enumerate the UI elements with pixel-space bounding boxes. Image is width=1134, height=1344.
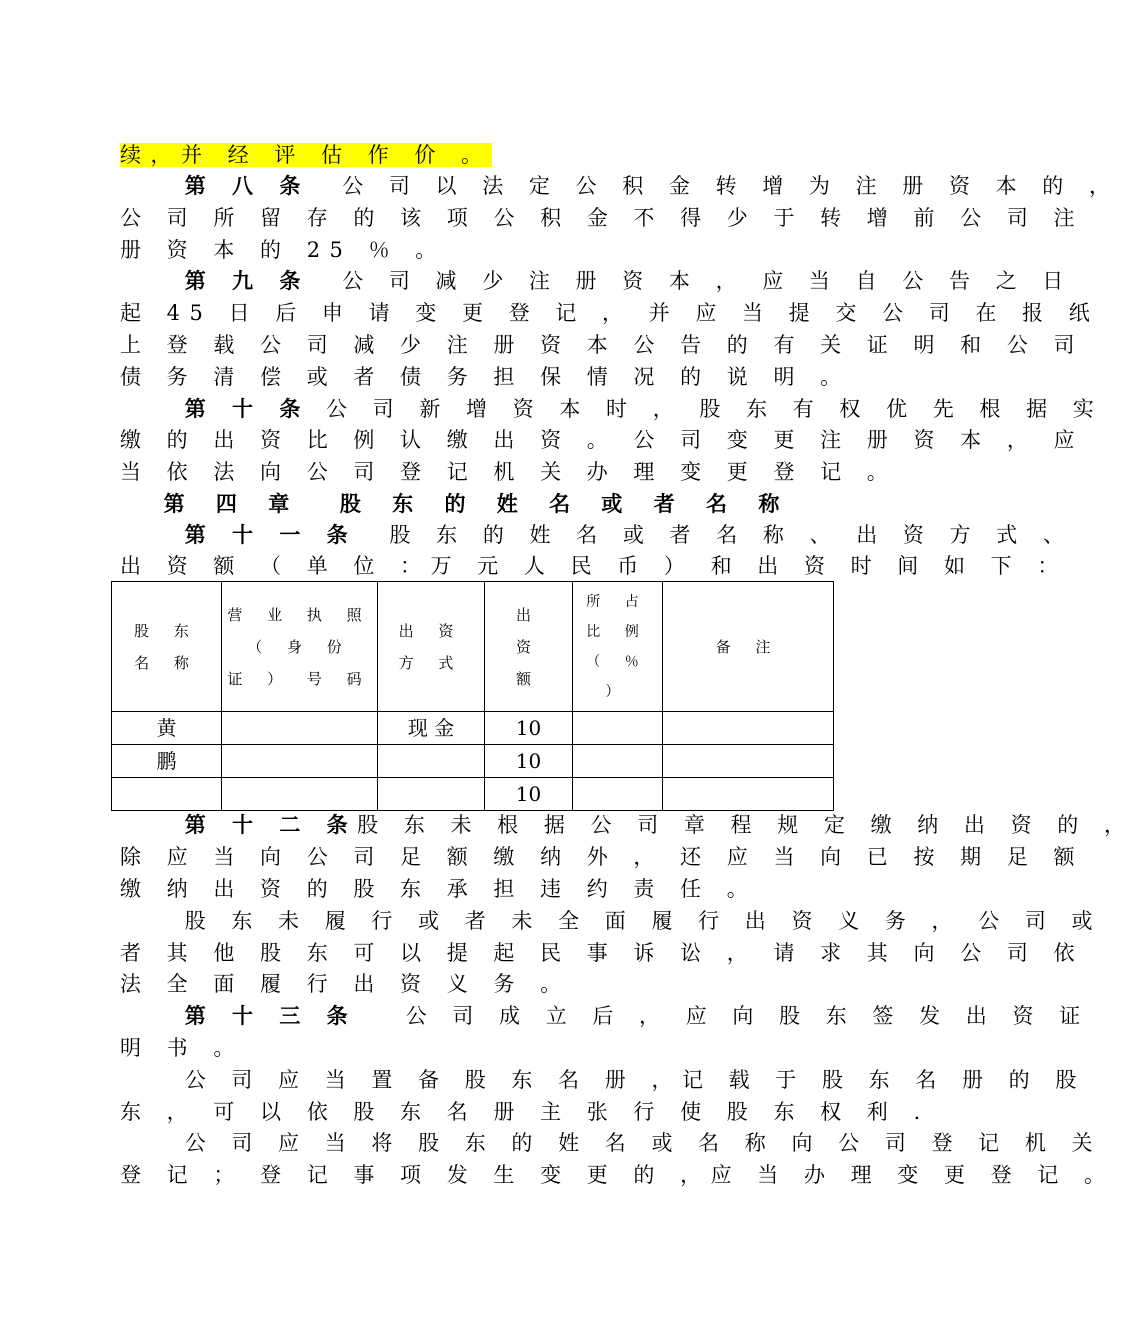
article-8-title: 第 八 条 [184,173,310,198]
cell-note [663,778,834,811]
article-12-line-2: 除 应 当 向 公 司 足 额 缴 纳 外 ， 还 应 当 向 已 按 期 足 额 [120,845,1085,869]
table-row [112,745,834,778]
article-10-line-2: 缴 的 出 资 比 例 认 缴 出 资 。 公 司 变 更 注 册 资 本 ， 应 [120,428,1085,452]
cell-note [663,745,834,778]
cell-ratio [573,778,663,811]
article-10-title: 第 十 条 [184,396,310,421]
article-11-text-1: 股 东 的 姓 名 或 者 名 称 、 出 资 方 式 、 [357,523,1074,547]
paragraph-2-line-2: 者 其 他 股 东 可 以 提 起 民 事 诉 讼 ， 请 求 其 向 公 司 依 [120,941,1085,965]
article-9-line-4: 债 务 清 偿 或 者 债 务 担 保 情 况 的 说 明 。 [120,365,851,389]
article-9-line-2: 起 45 日 后 申 请 变 更 登 记 ， 并 应 当 提 交 公 司 在 报 纸 [120,301,1100,325]
header-contribution-amount: 出 资 额 [485,582,573,712]
cell-name: 黄 [112,712,222,745]
cell-name: 鹏 [112,745,222,778]
header-license-number: 营 业 执 照 （ 身 份 证 ） 号 码 [222,582,378,712]
article-9-line-1 [120,265,1073,297]
paragraph-3-line-1: 公 司 应 当 置 备 股 东 名 册 ，记 载 于 股 东 名 册 的 股 [184,1068,1086,1092]
article-13-title: 第 十 三 条 [184,1003,358,1028]
article-11-line-1 [120,519,1074,551]
continued-line [120,139,835,171]
header-shareholder-name: 股 东 名 称 [112,582,222,712]
table-header-row [112,582,834,712]
highlighted-text: 续，并 经 评 估 作 价 。 [120,143,492,167]
cell-amount: 10 [485,778,573,811]
cell-ratio [573,712,663,745]
article-13-line-2: 明 书 。 [120,1036,244,1060]
article-9-title: 第 九 条 [184,268,310,293]
paragraph-4-line-2: 登 记 ； 登 记 事 项 发 生 变 更 的 ，应 当 办 理 变 更 登 记 。 [120,1163,1115,1187]
cell-note [663,712,834,745]
article-8-line-3: 册 资 本 的 25 ％ 。 [120,238,446,262]
article-10-text-1: 公 司 新 增 资 本 时 ， 股 东 有 权 优 先 根 据 实 [309,397,1104,421]
cell-name [112,778,222,811]
article-9-text-1: 公 司 减 少 注 册 资 本 ， 应 当 自 公 告 之 日 [309,269,1073,293]
article-8-line-1 [120,170,1120,202]
cell-method [378,745,485,778]
article-10-line-3: 当 依 法 向 公 司 登 记 机 关 办 理 变 更 登 记 。 [120,460,898,484]
shareholder-table [111,581,834,811]
article-12-line-1 [120,809,1134,841]
cell-method: 现 金 [378,712,485,745]
header-share-ratio: 所 占 比 例 （ ％ ） [573,582,663,712]
article-11-title: 第 十 一 条 [184,522,358,547]
article-10-line-1 [120,393,1104,425]
article-8-line-2: 公 司 所 留 存 的 该 项 公 积 金 不 得 少 于 转 增 前 公 司 注 [120,206,1085,230]
table-row [112,712,834,745]
cell-license [222,712,378,745]
cell-ratio [573,745,663,778]
article-12-title: 第 十 二 条 [184,812,358,837]
table-row [112,778,834,811]
cell-license [222,745,378,778]
paragraph-2-line-1: 股 东 未 履 行 或 者 未 全 面 履 行 出 资 义 务 ， 公 司 或 [184,909,1103,933]
header-note: 备 注 [663,582,834,712]
article-12-line-3: 缴 纳 出 资 的 股 东 承 担 违 约 责 任 。 [120,877,758,901]
paragraph-3-line-2: 东 ， 可 以 依 股 东 名 册 主 张 行 使 股 东 权 利 . [120,1100,930,1124]
article-8-text-1: 公 司 以 法 定 公 积 金 转 增 为 注 册 资 本 的 ， [309,174,1120,198]
article-12-text-1: 股 东 未 根 据 公 司 章 程 规 定 缴 纳 出 资 的 ， [357,813,1134,837]
paragraph-4-line-1: 公 司 应 当 将 股 东 的 姓 名 或 名 称 向 公 司 登 记 机 关 [184,1131,1103,1155]
cell-license [222,778,378,811]
article-11-line-2: 出 资 额 （ 单 位 ：万 元 人 民 币 ） 和 出 资 时 间 如 下 ： [120,554,1068,578]
cell-amount: 10 [485,712,573,745]
chapter-4-title: 第 四 章 股 东 的 姓 名 或 者 名 称 [163,491,792,516]
cell-amount: 10 [485,745,573,778]
header-contribution-method: 出 资 方 式 [378,582,485,712]
cell-method [378,778,485,811]
paragraph-2-line-3: 法 全 面 履 行 出 资 义 务 。 [120,972,571,996]
article-13-line-1 [120,1000,1090,1032]
article-13-text-1: 公 司 成 立 后 ， 应 向 股 东 签 发 出 资 证 [357,1004,1090,1028]
article-9-line-3: 上 登 载 公 司 减 少 注 册 资 本 公 告 的 有 关 证 明 和 公 司 [120,333,1085,357]
